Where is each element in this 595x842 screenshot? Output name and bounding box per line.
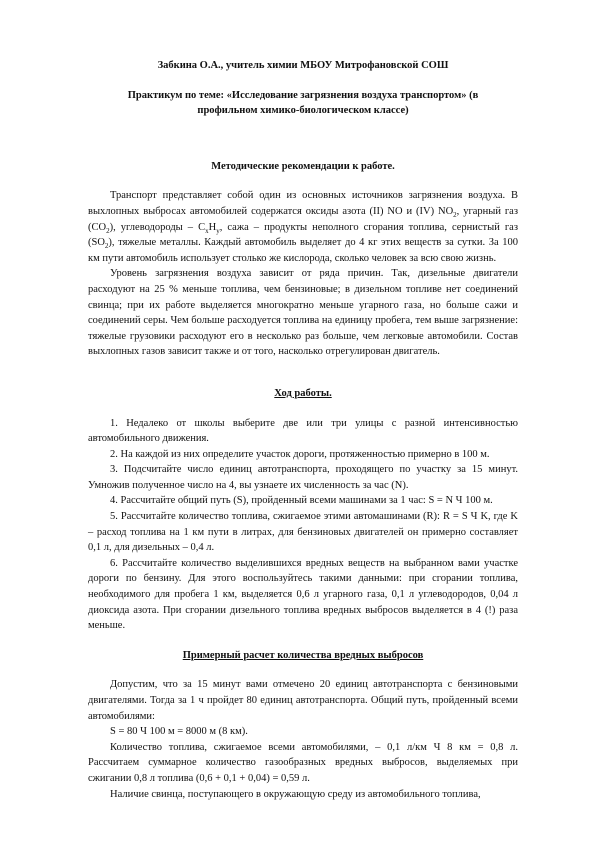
example-paragraph-3: Наличие свинца, поступающего в окружающую среду из автомобильного топлива, [110, 788, 481, 800]
author-line: Забкина О.А., учитель химии МБОУ Митрофановской СОШ [157, 60, 449, 71]
example-formula: S = 80 Ч 100 м = 8000 м (8 км). [110, 726, 248, 738]
work-step-5: 5. Рассчитайте количество топлива, сжигаемое этими автомашинами (R): R = S Ч K, где K – расход топлива на 1 км пути в литрах, для бензиновых двигателей он примерно составляет 0,1 л, для дизельных – 0,4 л. [88, 511, 518, 554]
work-heading: Ход работы. [274, 387, 332, 399]
practicum-title-line1: Практикум по теме: «Исследование загрязнения воздуха транспортом» (в [127, 89, 479, 101]
work-step-1: 1. Недалеко от школы выберите две или три улицы с разной интенсивностью автомобильного движения. [88, 417, 518, 445]
practicum-title-line2: профильном химико-биологическом классе) [197, 105, 409, 117]
methodical-paragraph-2: Уровень загрязнения воздуха зависит от ряда причин. Так, дизельные двигатели расходуют на 25 % меньше топлива, чем бензиновые; в дизельном топливе нет соединений свинца; при их работе выделяется многократно меньше угарного газа, но больше сажи и соединений серы. Чем больше расходуется топлива на единицу пробега, тем выше загрязнение: тяжелые грузовики расходуют его в несколько раз больше, чем легковые автомобили. Состав выхлопных газов зависит также и от того, насколько отрегулирован двигатель. [88, 268, 518, 358]
example-paragraph-2: Количество топлива, сжигаемое всеми автомобилями, – 0,1 л/км Ч 8 км = 0,8 л. Рассчитаем суммарное количество газообразных вредных выбросов, выделяемых при сжигании 0,8 л топлива (0,6 + 0,1 + 0,04) = 0,59 л. [88, 741, 518, 784]
methodical-paragraph-1: Транспорт представляет собой один из основных источников загрязнения воздуха. В выхлопных выбросах автомобилей содержатся оксиды азота (II) NO и (IV) $NO_2$, угарный газ $(CO_2)$, углеводороды – $C_xH_y$, сажа – продукты неполного сгорания топлива, сернистый газ $(SO_2)$, тяжелые металлы. Каждый автомобиль выделяет до 4 кг этих веществ за сутки. За 100 км пути автомобиль использует столько же кислорода, сколько человек за всю свою жизнь. [88, 190, 518, 264]
work-step-6: 6. Рассчитайте количество выделившихся вредных веществ на выбранном вами участке дороги по бензину. Для этого воспользуйтесь такими данными: при сгорании топлива, необходимого для пробега 1 км, выделяется 0,6 л угарного газа, 0,1 л углеводородов, 0,04 л диоксида азота. При сгорании дизельного топлива вредных выбросов выделяется в 4 (!) раза меньше. [88, 557, 518, 632]
work-step-2: 2. На каждой из них определите участок дороги, протяженностью примерно в 100 м. [110, 448, 490, 460]
example-paragraph-1: Допустим, что за 15 минут вами отмечено 20 единиц автотранспорта с бензиновыми двигателями. Тогда за 1 ч пройдет 80 единиц автотранспорта. Общий путь, пройденный всеми автомобилями: [88, 679, 518, 722]
work-step-4: 4. Рассчитайте общий путь (S), пройденный всеми машинами за 1 час: S = N Ч 100 м. [110, 495, 493, 507]
example-heading: Примерный расчет количества вредных выбросов [182, 649, 424, 661]
methodical-heading: Методические рекомендации к работе. [211, 160, 395, 172]
work-step-3: 3. Подсчитайте число единиц автотранспорта, проходящего по участку за 15 минут. Умножив полученное число на 4, вы узнаете их численность за час (N). [88, 464, 518, 491]
